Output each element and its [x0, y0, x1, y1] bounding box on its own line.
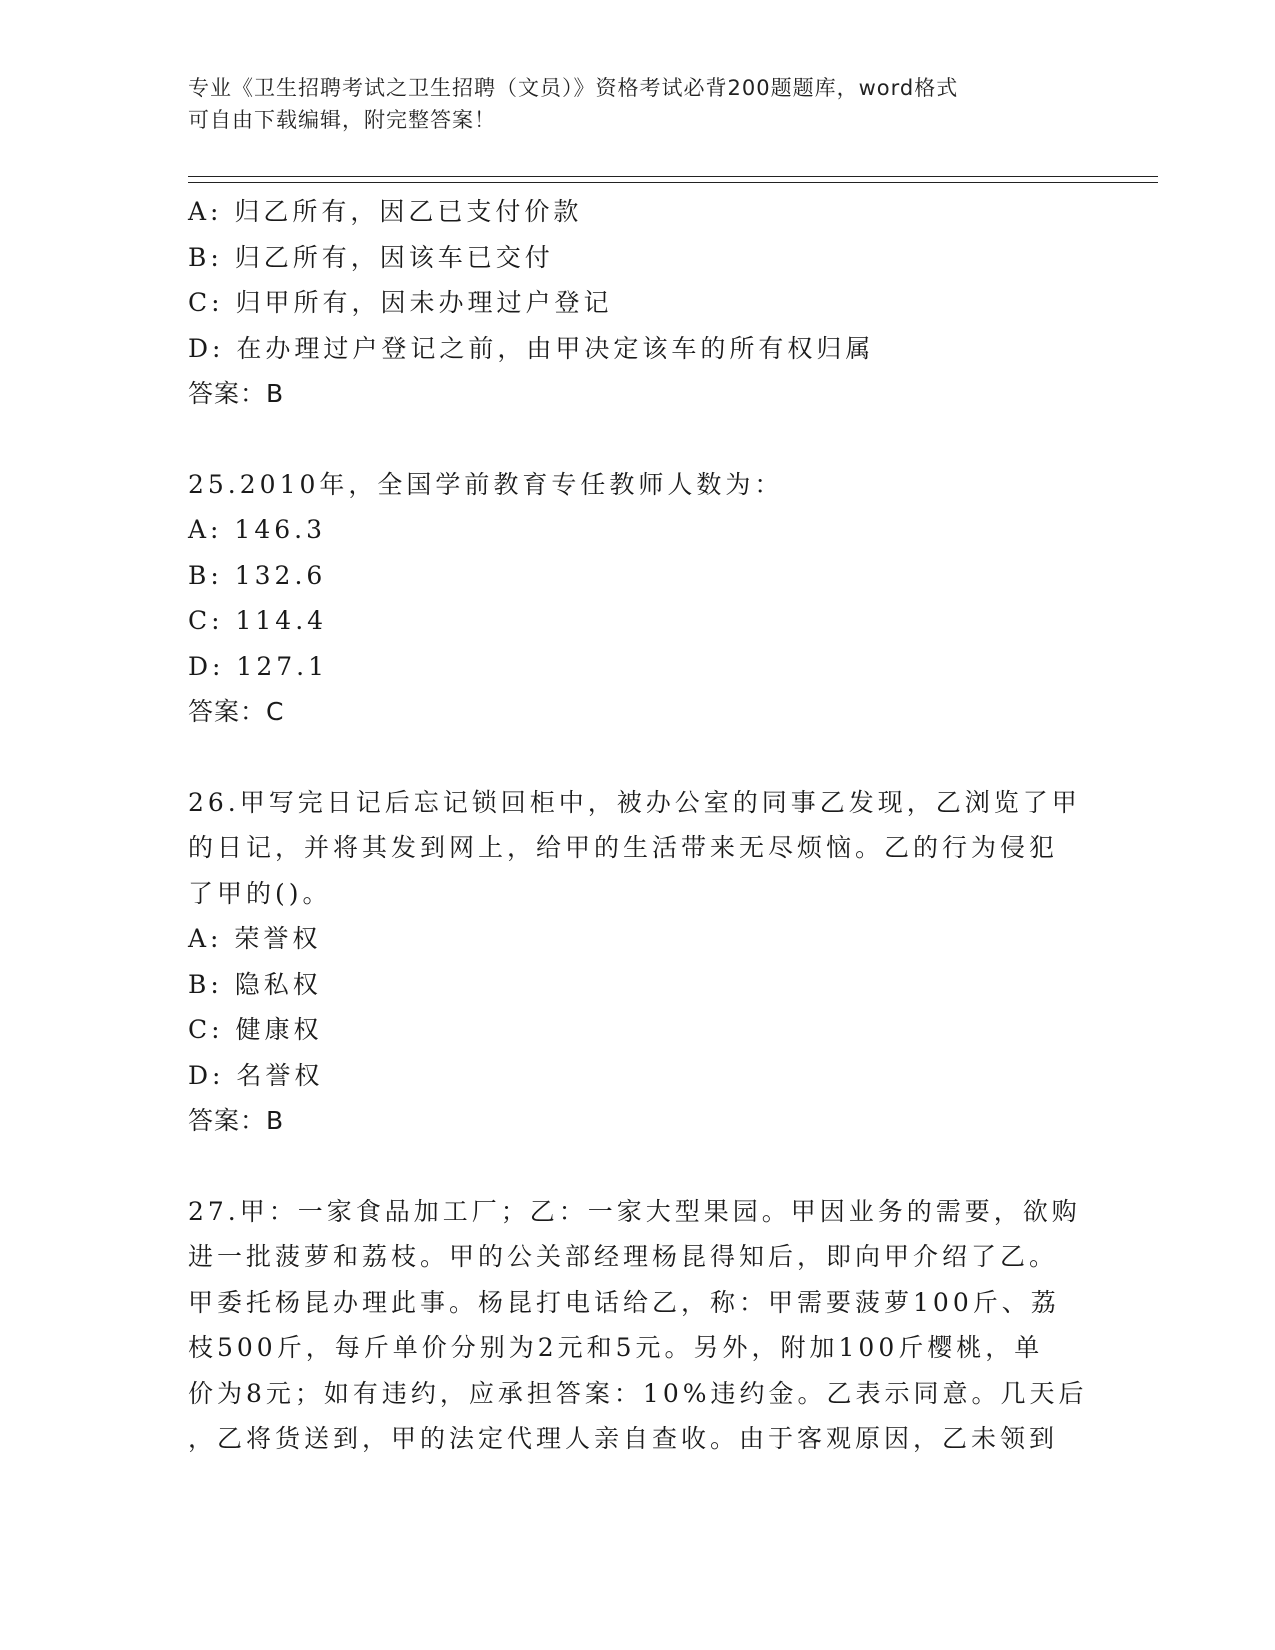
question-stem-line: 价为8元；如有违约，应承担答案：10%违约金。乙表示同意。几天后: [188, 1378, 1088, 1408]
option-d: D: 在办理过户登记之前，由甲决定该车的所有权归属: [188, 333, 875, 363]
question-stem-line: ，乙将货送到，甲的法定代理人亲自查收。由于客观原因，乙未领到: [188, 1424, 1059, 1453]
spacer: [188, 417, 1088, 462]
question-27: [188, 1189, 1088, 1462]
option-d: D: 名誉权: [188, 1060, 324, 1090]
option-b: B: 隐私权: [188, 969, 322, 999]
option-a: A: 归乙所有，因乙已支付价款: [188, 197, 583, 226]
question-stem-line: 了甲的()。: [188, 878, 332, 908]
question-stem-line: 26.甲写完日记后忘记锁回柜中，被办公室的同事乙发现，乙浏览了甲: [188, 787, 1081, 817]
question-24: [188, 189, 1088, 417]
question-stem-line: 枝500斤，每斤单价分别为2元和5元。另外，附加100斤樱桃，单: [188, 1333, 1044, 1362]
answer: 答案：C: [188, 697, 285, 726]
option-b: B: 132.6: [188, 560, 327, 590]
option-b: B: 归乙所有，因该车已交付: [188, 242, 554, 272]
question-stem-line: 进一批菠萝和荔枝。甲的公关部经理杨昆得知后，即向甲介绍了乙。: [188, 1242, 1059, 1271]
question-26: [188, 780, 1088, 1144]
header-divider: [188, 176, 1158, 183]
answer: 答案：B: [188, 1106, 285, 1135]
page-header: [188, 72, 1068, 136]
option-c: C: 归甲所有，因未办理过户登记: [188, 288, 613, 317]
option-c: C: 114.4: [188, 606, 328, 635]
question-content: [188, 189, 1088, 1462]
question-stem-line: 27.甲：一家食品加工厂；乙：一家大型果园。甲因业务的需要，欲购: [188, 1196, 1081, 1226]
header-line-1: 专业《卫生招聘考试之卫生招聘（文员）》资格考试必背200题题库，word格式: [188, 76, 959, 100]
option-a: A: 146.3: [188, 515, 326, 544]
option-d: D: 127.1: [188, 651, 328, 681]
question-stem-line: 甲委托杨昆办理此事。杨昆打电话给乙，称：甲需要菠萝100斤、荔: [188, 1287, 1060, 1317]
question-25: [188, 462, 1088, 735]
question-stem-line: 的日记，并将其发到网上，给甲的生活带来无尽烦恼。乙的行为侵犯: [188, 833, 1059, 862]
spacer: [188, 735, 1088, 780]
spacer: [188, 1144, 1088, 1189]
option-a: A: 荣誉权: [188, 924, 322, 953]
question-stem: 25.2010年，全国学前教育专任教师人数为：: [188, 469, 784, 499]
header-line-2: 可自由下载编辑，附完整答案！: [188, 108, 496, 132]
answer: 答案：B: [188, 379, 285, 408]
option-c: C: 健康权: [188, 1015, 323, 1044]
